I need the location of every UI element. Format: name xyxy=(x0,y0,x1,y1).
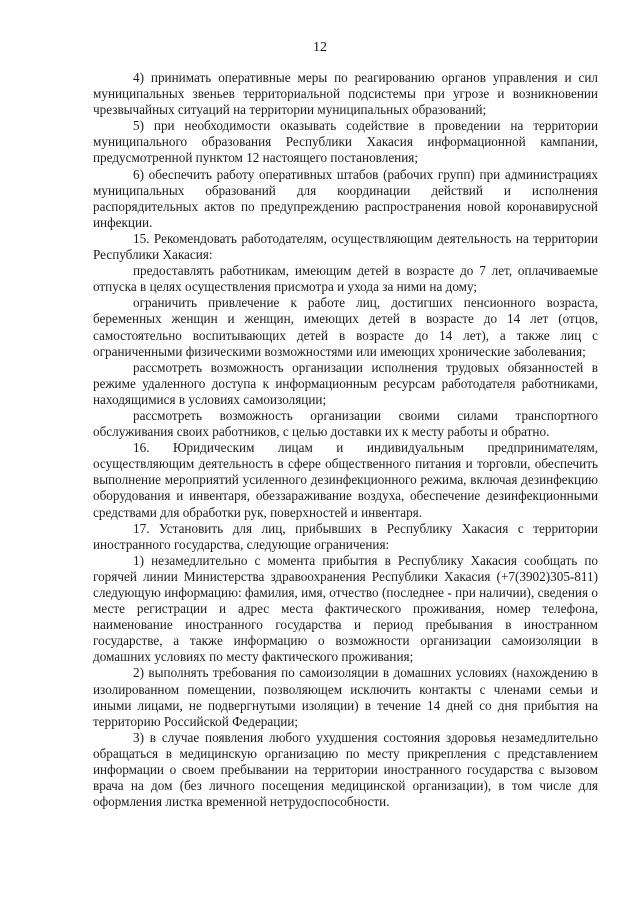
paragraph-clause-17-item-1: 1) незамедлительно с момента прибытия в Республику Хакасия сообщать по горячей линии Министерства здравоохранения Республики Хакасия (+7(3902)305-811) следующую информацию: фамилия, имя, отчество (последнее - при наличии), сведения о месте регистрации и адрес места фактического проживания, номер телефона, наименование иностранного государства и период пребывания в иностранном государстве, а также информацию о возможности организации самоизоляции в домашних условиях по месту фактического проживания; xyxy=(93,552,598,665)
paragraph-clause-15-transport: рассмотреть возможность организации своими силами транспортного обслуживания своих работников, с целью доставки их к месту работы и обратно. xyxy=(93,407,598,440)
paragraph-clause-15-remote: рассмотреть возможность организации исполнения трудовых обязанностей в режиме удаленного доступа к информационным ресурсам работодателя работниками, находящимися в условиях самоизоляции; xyxy=(93,359,598,407)
document-body xyxy=(93,70,598,810)
paragraph-clause-16: 16. Юридическим лицам и индивидуальным предпринимателям, осуществляющим деятельность в сфере общественного питания и торговли, обеспечить выполнение мероприятий усиленного дезинфекционного режима, включая дезинфекцию оборудования и инвентаря, обеззараживание воздуха, обеспечение дезинфекционными средствами для обработки рук, поверхностей и инвентаря. xyxy=(93,440,598,520)
paragraph-clause-17: 17. Установить для лиц, прибывших в Республику Хакасия с территории иностранного государства, следующие ограничения: xyxy=(93,520,598,552)
paragraph-clause-15: 15. Рекомендовать работодателям, осуществляющим деятельность на территории Республики Хакасия: xyxy=(93,230,598,263)
page-number: 12 xyxy=(313,40,327,55)
paragraph-clause-15-leave: предоставлять работникам, имеющим детей в возрасте до 7 лет, оплачиваемые отпуска в целях осуществления присмотра и ухода за ними на дому; xyxy=(93,263,598,295)
paragraph-item-4: 4) принимать оперативные меры по реагированию органов управления и сил муниципальных звеньев территориальной подсистемы при угрозе и возникновении чрезвычайных ситуаций на территории муниципальных образований; xyxy=(93,70,598,118)
paragraph-clause-17-item-3: 3) в случае появления любого ухудшения состояния здоровья незамедлительно обращаться в медицинскую организацию по месту прикрепления с представлением информации о своем пребывании на территории иностранного государства с вызовом врача на дом (без личного посещения медицинской организации), в том числе для оформления листка временной нетрудоспособности. xyxy=(93,729,598,810)
paragraph-clause-15-limit: ограничить привлечение к работе лиц, достигших пенсионного возраста, беременных женщин и женщин, имеющих детей в возрасте до 14 лет (отцов, самостоятельно воспитывающих детей в возрасте до 14 лет), а также лиц с ограниченными физическими возможностями или имеющих хронические заболевания; xyxy=(93,295,598,359)
paragraph-item-5: 5) при необходимости оказывать содействие в проведении на территории муниципального образования Республики Хакасия информационной кампании, предусмотренной пунктом 12 настоящего постановления; xyxy=(93,118,598,166)
paragraph-clause-17-item-2: 2) выполнять требования по самоизоляции в домашних условиях (нахождению в изолированном помещении, позволяющем исключить контакты с членами семьи и иными лицами, не подвергнутыми изоляции) в течение 14 дней со дня прибытия на территорию Российской Федерации; xyxy=(93,665,598,729)
paragraph-item-6: 6) обеспечить работу оперативных штабов (рабочих групп) при администрациях муниципальных образований для координации действий и исполнения распорядительных актов по предупреждению распространения новой коронавирусной инфекции. xyxy=(93,166,598,230)
